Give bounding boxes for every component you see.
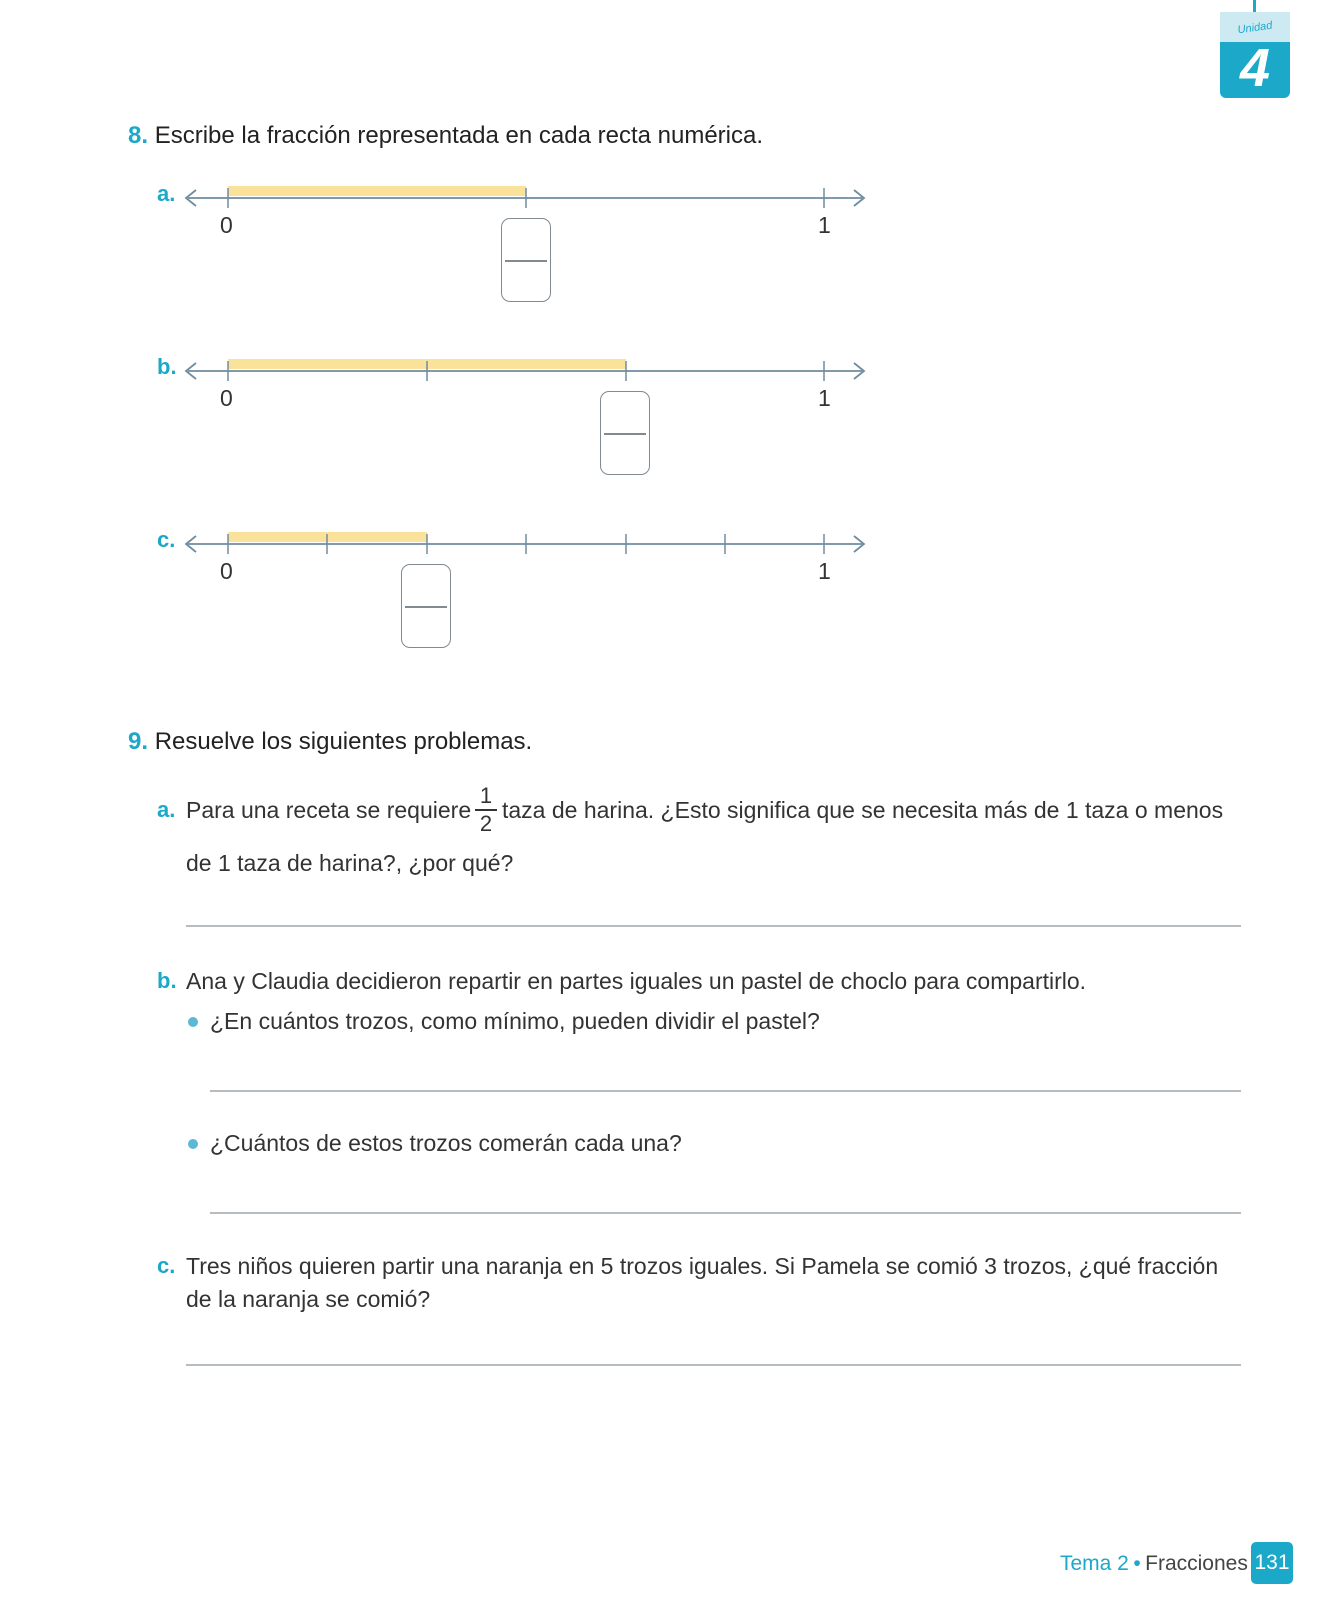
problem-c-text-line2: de la naranja se comió? [186, 1286, 431, 1312]
answer-line-c[interactable] [186, 1364, 1241, 1366]
problem-a-text-before: Para una receta se requiere [186, 797, 472, 823]
number-line-c [180, 526, 870, 566]
shaded-segment [228, 186, 526, 196]
question-9-heading [128, 728, 532, 756]
problem-a-text-after: taza de harina. ¿Esto significa que se necesita más de 1 taza o menos [502, 797, 1224, 823]
question-text: Escribe la fracción representada en cada recta numérica. [154, 122, 764, 149]
fraction-answer-box-a[interactable] [501, 218, 551, 302]
bullet-icon [188, 1139, 198, 1149]
line-c-label: c. [157, 527, 176, 552]
question-8-heading [128, 122, 763, 150]
answer-line-a[interactable] [186, 925, 1241, 927]
problem-b-text: Ana y Claudia decidieron repartir en partes iguales un pastel de choclo para compartirlo. [186, 968, 1087, 994]
line-a-label: a. [157, 181, 176, 206]
unit-tab-label: Unidad [1236, 19, 1274, 37]
unit-tab [1220, 12, 1290, 98]
question-number: 9. [128, 728, 149, 755]
problem-b-label: b. [157, 968, 177, 993]
problem-a-label: a. [157, 797, 176, 822]
line-a-start: 0 [220, 212, 233, 238]
fraction-answer-box-b[interactable] [600, 391, 650, 475]
problem-b-bullet-1: ¿En cuántos trozos, como mínimo, pueden dividir el pastel? [210, 1008, 820, 1034]
footer-separator: • [1133, 1552, 1141, 1575]
fraction-denominator: 2 [479, 810, 493, 836]
number-line-a [180, 180, 870, 220]
unit-number: 4 [1239, 38, 1271, 98]
bullet-icon [188, 1017, 198, 1027]
line-a-end: 1 [818, 212, 831, 238]
fraction-answer-box-c[interactable] [401, 564, 451, 648]
fraction-numerator: 1 [479, 783, 493, 808]
number-line-b [180, 353, 870, 393]
line-b-end: 1 [818, 385, 831, 411]
problem-c-text-line1: Tres niños quieren partir una naranja en 5 trozos iguales. Si Pamela se comió 3 trozos, ¿qué fracción [186, 1253, 1219, 1279]
question-text: Resuelve los siguientes problemas. [154, 728, 533, 755]
line-c-start: 0 [220, 558, 233, 584]
answer-line-b1[interactable] [210, 1090, 1241, 1092]
footer-topic: Tema 2 [1060, 1552, 1129, 1575]
footer-section: Fracciones [1145, 1552, 1248, 1575]
fraction-one-half [475, 785, 497, 835]
page-number: 131 [1251, 1542, 1293, 1584]
problem-c-label: c. [157, 1253, 176, 1278]
problem-a-text-line2: de 1 taza de harina?, ¿por qué? [186, 850, 514, 876]
line-b-start: 0 [220, 385, 233, 411]
answer-line-b2[interactable] [210, 1212, 1241, 1214]
question-number: 8. [128, 122, 149, 149]
problem-b-bullet-2: ¿Cuántos de estos trozos comerán cada una? [210, 1130, 682, 1156]
footer-breadcrumb [1060, 1552, 1248, 1576]
line-b-label: b. [157, 354, 177, 379]
line-c-end: 1 [818, 558, 831, 584]
